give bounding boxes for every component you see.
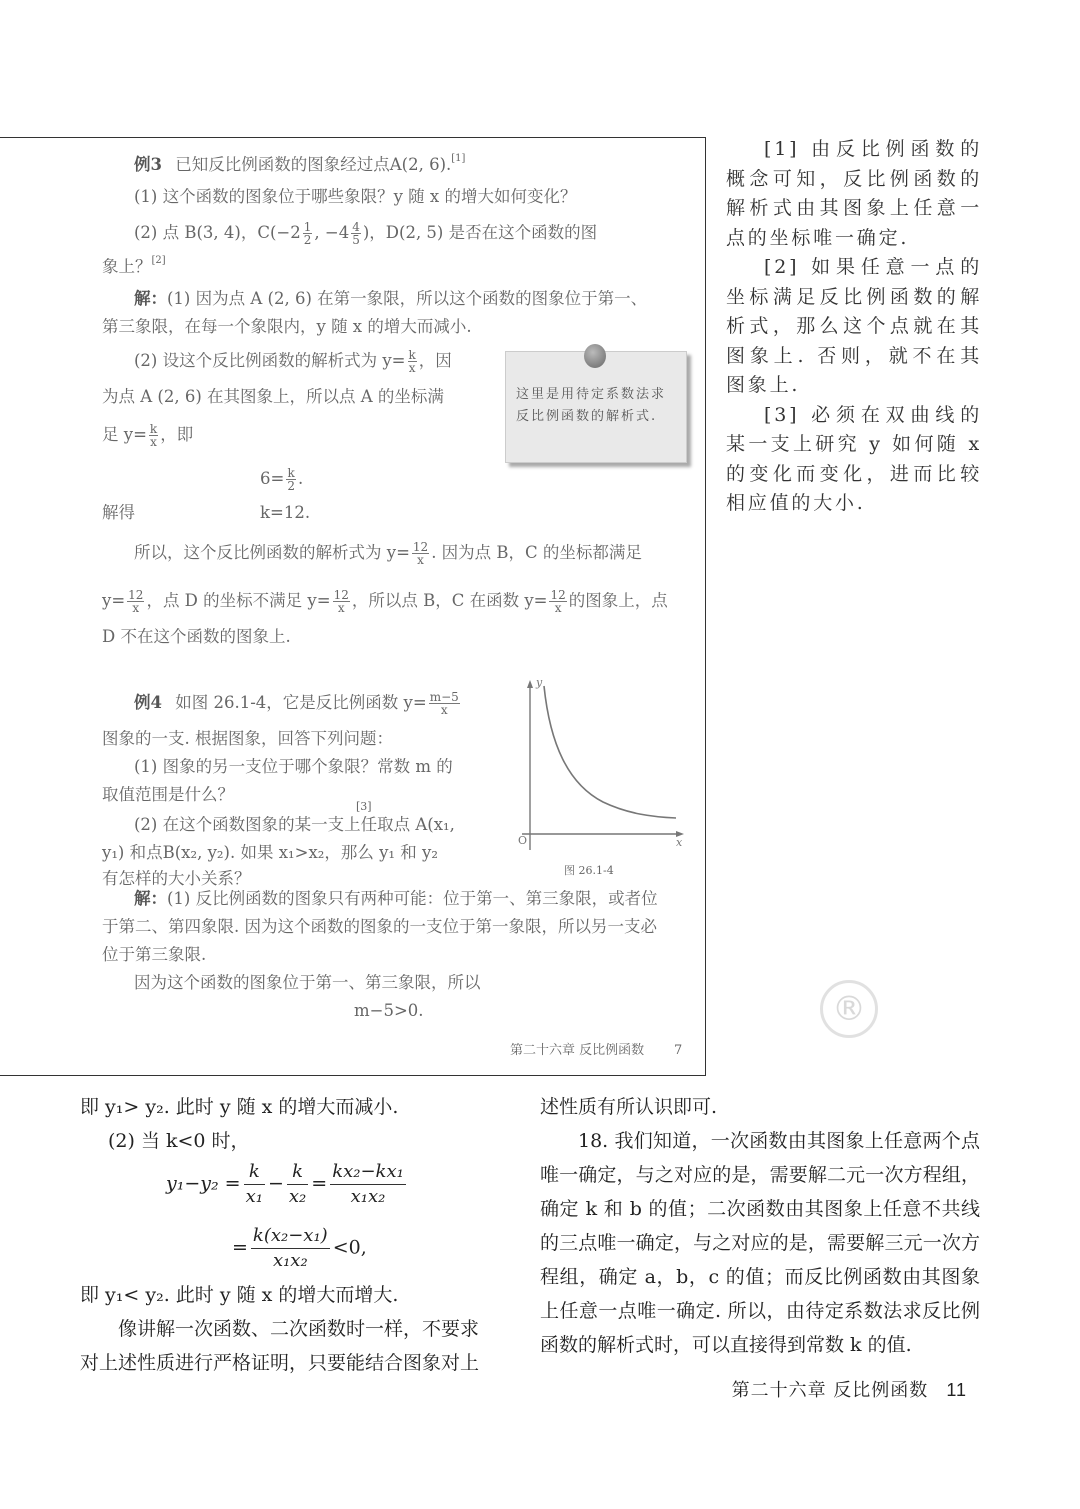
example-4-solution-2: 于第二、第四象限. 因为这个函数的图象的一支位于第一象限，所以另一支必 [102, 917, 657, 936]
q2-suffix: )，D(2, 5) 是否在这个函数的图 [362, 223, 598, 242]
frac-den: x [337, 601, 345, 615]
fraction-k-x [408, 349, 417, 374]
frac-num: 12 [412, 540, 429, 554]
fraction-12-x [333, 589, 350, 614]
equation-line-1 [166, 1160, 506, 1209]
fraction-k-x2-x1 [251, 1224, 330, 1273]
hyperbola-branch [544, 686, 676, 818]
example-3-solution-2a [134, 346, 452, 376]
x-axis-label: x [676, 836, 683, 849]
frac-den: 5 [352, 233, 360, 247]
side-notes [726, 135, 982, 519]
example-3-solution-1 [134, 284, 647, 314]
embedded-footer-page: 7 [674, 1043, 683, 1058]
frac-num: k [287, 1160, 308, 1185]
example-4-solution-5: m−5>0. [354, 1001, 424, 1020]
footer-chapter: 第二十六章 反比例函数 [731, 1380, 929, 1401]
solve-value: k=12. [260, 503, 311, 522]
embedded-textbook-page [0, 137, 706, 1076]
fraction-k-x2 [287, 1160, 308, 1209]
solution-label: 解： [134, 289, 167, 308]
frac-num: k [244, 1160, 265, 1185]
fraction-12-x [127, 589, 144, 614]
fraction-12-x [549, 589, 566, 614]
ex4-s1: (1) 反比例函数的图象只有两种可能：位于第一、第三象限，或者位 [167, 889, 658, 908]
embedded-footer-chapter: 第二十六章 反比例函数 [510, 1043, 645, 1058]
example-4-line-6: y₁) 和点B(x₂, y₂). 如果 x₁>x₂，那么 y₁ 和 y₂ [102, 843, 438, 862]
sol3b-tail: 的图象上，点 [568, 591, 668, 610]
sol2c-text: 足 y= [102, 425, 147, 444]
example-3-label: 例3 [134, 155, 162, 174]
sol3a-tail: . 因为点 B，C 的坐标都满足 [431, 543, 642, 562]
frac-num: 4 [352, 220, 360, 234]
eq1-left: 6= [260, 469, 285, 488]
left-line-5: 对上述性质进行严格证明，只要能结合图象对上 [80, 1352, 480, 1374]
example-3-solution-3c: D 不在这个函数的图象上. [102, 627, 291, 646]
example-3-solution-2b: 为点 A (2, 6) 在其图象上，所以点 A 的坐标满 [102, 387, 444, 406]
frac-num: 1 [303, 220, 312, 234]
frac-den: x₁x₂ [272, 1250, 308, 1271]
example-3-q1: (1) 这个函数的图象位于哪些象限？y 随 x 的增大如何变化？ [134, 187, 577, 206]
eq2-tail: <0, [332, 1236, 367, 1259]
frac-den: x [417, 553, 424, 567]
equals-sign: = [311, 1172, 328, 1195]
frac-den: 2 [287, 479, 295, 493]
example-4-text: 如图 26.1-4，它是反比例函数 y= [175, 693, 427, 712]
sol3b-mid: ，点 D 的坐标不满足 y= [146, 591, 331, 610]
left-line-4: 像讲解一次函数、二次函数时一样，不要求 [118, 1318, 480, 1340]
fraction-kx2-kx1 [330, 1160, 406, 1209]
sol2a-tail: ，因 [418, 351, 452, 370]
sticky-note-text: 这里是用待定系数法求反比例函数的解析式. [516, 387, 667, 424]
eq1-lhs: y₁−y₂ = [166, 1172, 241, 1195]
solution-1-text: (1) 因为点 A (2, 6) 在第一象限，所以这个函数的图象位于第一、 [167, 289, 648, 308]
page-number: 11 [946, 1380, 967, 1400]
sol2c-tail: ，即 [160, 425, 194, 444]
side-note-2: [2] 如果任意一点的坐标满足反比例函数的解析式，那么这个点就在其图象上. 否则，就不在其图象上. [726, 256, 982, 396]
example-4-solution-1 [134, 884, 658, 914]
q2-prefix: (2) 点 B(3, 4)，C(−2 [134, 223, 301, 242]
left-line-1: 即 y₁> y₂. 此时 y 随 x 的增大而减小. [80, 1096, 399, 1118]
frac-den: x [554, 601, 562, 615]
q2-mid: , −4 [314, 223, 350, 242]
left-line-2: (2) 当 k<0 时， [108, 1130, 250, 1152]
example-4-line-7: 有怎样的大小关系？ [102, 869, 251, 888]
equation-6-k-2 [260, 464, 303, 494]
example-3-q2 [134, 218, 597, 248]
frac-den: 2 [303, 233, 312, 247]
example-3-solution-2c [102, 420, 193, 450]
example-3-text: 已知反比例函数的图象经过点A(2, 6). [175, 155, 452, 174]
sol2a-text: (2) 设这个反比例函数的解析式为 y= [134, 351, 406, 370]
fraction-k-x1 [244, 1160, 265, 1209]
paragraph-18: 18. 我们知道，一次函数由其图象上任意两个点唯一确定，与之对应的是，需要解二元一次方程组，确定 k 和 b 的值；二次函数由其图象上任意不共线的三点唯一确定，与之对应的是，需要解三元一次方程组，确定 a，b，c 的值；而反比例函数由其图象上任意一点唯一确定. 所以，由待定系数法求反比例函数的解析式时，可以直接得到常数 k 的值. [540, 1130, 980, 1356]
frac-num: k [408, 348, 416, 362]
sol3a-text: 所以，这个反比例函数的解析式为 y= [134, 543, 410, 562]
example-3-solution-1b: 第三象限，在每一个象限内，y 随 x 的增大而减小. [102, 317, 472, 336]
fraction-four-fifths [351, 221, 361, 246]
sticky-note-card [505, 351, 687, 463]
y-axis-arrow [527, 680, 533, 688]
frac-den: x₂ [288, 1186, 307, 1207]
frac-num: 12 [550, 588, 566, 602]
frac-num: kx₂−kx₁ [330, 1160, 406, 1185]
example-4-line-2: 图象的一支. 根据图象，回答下列问题： [102, 729, 393, 748]
pushpin-icon [584, 344, 606, 368]
frac-num: 12 [333, 588, 349, 602]
y-axis-label: y [536, 676, 543, 689]
frac-den: x₁ [245, 1186, 263, 1207]
solution-label: 解： [134, 889, 167, 908]
figure-caption: 图 26.1-4 [564, 864, 614, 877]
frac-den: x [132, 601, 140, 615]
example-3-solution-3b [102, 586, 668, 616]
frac-num: m−5 [429, 690, 459, 704]
note-ref-3: [3] [356, 800, 372, 813]
frac-num: k [287, 466, 295, 480]
frac-den: x₁x₂ [350, 1186, 386, 1207]
example-4-line-4: 取值范围是什么？ [102, 785, 234, 804]
fraction-k-2 [286, 467, 296, 492]
example-3-q2-line2 [102, 252, 166, 282]
example-3-title [134, 150, 465, 180]
fraction-12-x [412, 541, 429, 566]
figure-26-1-4 [508, 674, 688, 864]
origin-label: O [518, 834, 528, 847]
page-footer [732, 1376, 967, 1402]
frac-num: 12 [128, 588, 144, 602]
example-3-solution-3a [134, 538, 642, 568]
equation-line-2 [232, 1224, 512, 1273]
example-4-label: 例4 [134, 693, 162, 712]
fraction-k-x [149, 423, 158, 448]
frac-den: x [440, 703, 448, 717]
solve-label: 解得 [102, 503, 135, 522]
registered-mark-icon: ® [820, 980, 878, 1038]
side-note-3: [3] 必须在双曲线的某一支上研究 y 如何随 x 的变化而变化，进而比较相应值的大小. [726, 403, 982, 514]
frac-den: x [408, 361, 416, 375]
minus-sign: − [267, 1172, 284, 1195]
example-4-line-5: (2) 在这个函数图象的某一支上任取点 A(x₁, [134, 815, 455, 834]
frac-den: x [150, 435, 157, 449]
left-line-3: 即 y₁< y₂. 此时 y 随 x 的增大而增大. [80, 1284, 399, 1306]
sol3b-head: y= [102, 591, 126, 610]
note-ref-1: [1] [451, 153, 466, 164]
equals-sign: = [232, 1236, 248, 1259]
frac-num: k(x₂−x₁) [251, 1224, 330, 1249]
eq1-tail: . [297, 469, 304, 488]
example-4-line-3: (1) 图象的另一支位于哪个象限？常数 m 的 [134, 757, 453, 776]
side-note-1: [1] 由反比例函数的概念可知，反比例函数的解析式由其图象上任意一点的坐标唯一确定. [726, 138, 982, 249]
sol3b-mid2: ，所以点 B，C 在函数 y= [351, 591, 548, 610]
fraction-m-5-x [429, 691, 460, 716]
example-4-solution-3: 位于第三象限. [102, 945, 207, 964]
example-4-title [134, 688, 462, 718]
fraction-half [303, 221, 313, 246]
frac-num: k [149, 422, 158, 436]
right-line-0: 述性质有所认识即可. [540, 1096, 718, 1118]
q2-line2: 象上？ [102, 257, 152, 276]
example-4-solution-4: 因为这个函数的图象位于第一、第三象限，所以 [134, 973, 481, 992]
note-ref-2: [2] [151, 255, 166, 266]
